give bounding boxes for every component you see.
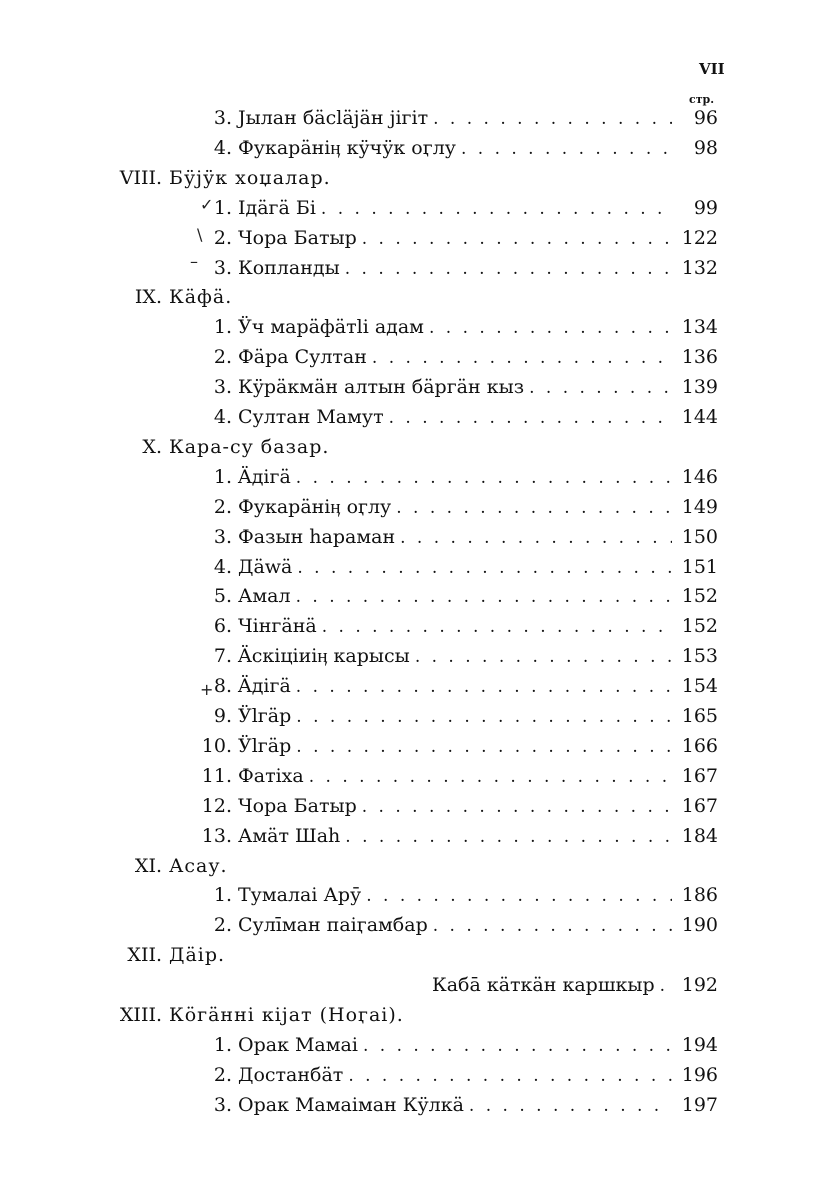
toc-entry <box>0 1090 718 1120</box>
entry-page: 166 <box>681 734 718 757</box>
toc-entry <box>0 821 718 851</box>
entry-page: 136 <box>681 346 718 369</box>
entry-page: 167 <box>681 764 718 787</box>
toc-entry <box>0 312 718 342</box>
dot-leader <box>296 702 672 732</box>
entry-title: Амäт Шаһ <box>238 824 341 847</box>
entry-title: Фатіха <box>238 764 304 787</box>
toc-entry <box>0 761 718 791</box>
entry-number: 3. <box>213 1093 232 1116</box>
dot-leader <box>660 971 672 1001</box>
entry-title: Фукарäніӊ кӱчӱк оӷлу <box>238 136 456 159</box>
dot-leader <box>348 1061 672 1091</box>
entry-page: 149 <box>681 495 718 518</box>
entry-number: 6. <box>213 615 232 638</box>
entry-title: Орак Мамаіман Кӱлкä <box>238 1093 464 1116</box>
toc-entry <box>0 103 718 133</box>
entry-number: 3. <box>213 376 232 399</box>
entry-page: 134 <box>681 316 718 339</box>
entry-page: 186 <box>681 884 718 907</box>
toc-section <box>0 432 720 462</box>
entry-number: 12. <box>201 794 232 817</box>
section-number: IX. <box>134 286 162 309</box>
toc-entry <box>0 372 718 402</box>
entry-title: Чора Батыр <box>238 794 357 817</box>
dot-leader <box>296 582 672 612</box>
pencil-dash-mark: – <box>190 252 198 271</box>
entry-number: 2. <box>213 346 232 369</box>
entry-number: 1. <box>213 196 232 219</box>
page-column-label: стр. <box>689 93 715 106</box>
dot-leader <box>296 672 672 702</box>
toc-entry <box>0 1030 718 1060</box>
entry-number: 1. <box>213 884 232 907</box>
entry-title: Кӱрäкмäн алтын бäргäн кыз <box>238 376 525 399</box>
pencil-plus-mark: + <box>200 680 214 699</box>
section-title: Кäфä. <box>169 286 233 309</box>
entry-page: 154 <box>681 675 718 698</box>
dot-leader <box>429 313 672 343</box>
section-number: XII. <box>127 944 162 967</box>
dot-leader <box>297 553 672 583</box>
toc-entry <box>0 253 718 283</box>
entry-number: 10. <box>201 734 232 757</box>
entry-page: 167 <box>681 794 718 817</box>
pencil-check-mark: \ <box>197 225 203 244</box>
toc-entry <box>0 910 718 940</box>
entry-number: 4. <box>213 136 232 159</box>
entry-page: 184 <box>681 824 718 847</box>
toc-section <box>0 282 720 312</box>
toc-entry <box>0 671 718 701</box>
section-number: VIII. <box>119 166 162 189</box>
dot-leader <box>345 822 672 852</box>
toc-entry <box>0 970 718 1000</box>
dot-leader <box>461 134 672 164</box>
section-title: Асау. <box>169 854 228 877</box>
entry-title: Чора Батыр <box>238 226 357 249</box>
entry-page: 152 <box>681 615 718 638</box>
pencil-check-mark: ✓ <box>200 195 214 214</box>
entry-page: 132 <box>681 256 718 279</box>
dot-leader <box>400 523 672 553</box>
entry-number: 2. <box>213 1063 232 1086</box>
toc-entry <box>0 552 718 582</box>
entry-title: Ӱlгäр <box>238 705 292 727</box>
entry-page: 139 <box>681 376 718 399</box>
entry-number: 8. <box>213 675 232 698</box>
entry-page: 197 <box>681 1093 718 1116</box>
entry-title: Фазын һараман <box>238 525 396 548</box>
section-title: Кара-су базар. <box>169 435 330 458</box>
entry-number: 2. <box>213 226 232 249</box>
entry-number: 4. <box>213 555 232 578</box>
toc-entry <box>0 193 718 223</box>
dot-leader <box>345 254 672 284</box>
entry-page: 196 <box>681 1063 718 1086</box>
section-title: Дäір. <box>169 944 226 967</box>
toc-entry <box>0 581 718 611</box>
toc-entry <box>0 402 718 432</box>
section-title: Кöгäнні кіјат (Ноӷаі). <box>169 1004 404 1026</box>
dot-leader <box>321 194 672 224</box>
dot-leader <box>362 224 672 254</box>
section-number: XIII. <box>119 1004 162 1026</box>
entry-title: Кабā кäткäн каршкыр <box>432 974 655 997</box>
toc-entry <box>0 791 718 821</box>
dot-leader <box>296 463 672 493</box>
dot-leader <box>372 343 672 373</box>
toc-entry <box>0 522 718 552</box>
dot-leader <box>396 493 672 523</box>
section-number: XI. <box>134 854 162 877</box>
entry-number: 2. <box>213 914 232 937</box>
toc-entry <box>0 342 718 372</box>
toc-entry <box>0 701 718 731</box>
dot-leader <box>529 373 672 403</box>
entry-title: Ӱlгäр <box>238 734 292 757</box>
dot-leader <box>296 732 672 762</box>
dot-leader <box>309 762 672 792</box>
entry-number: 9. <box>213 705 232 727</box>
entry-number: 5. <box>213 585 232 608</box>
entry-page: 153 <box>681 645 718 668</box>
entry-title: Амал <box>238 585 291 608</box>
toc-entry <box>0 731 718 761</box>
entry-title: Орак Мамаі <box>238 1033 358 1056</box>
entry-page: 150 <box>681 525 718 548</box>
dot-leader <box>415 642 672 672</box>
entry-title: Дäwä <box>238 555 293 578</box>
entry-title: Фäра Султан <box>238 346 367 369</box>
entry-title: Ідäгä Бі <box>238 196 316 219</box>
entry-number: 1. <box>213 465 232 488</box>
entry-page: 99 <box>693 196 718 219</box>
entry-number: 1. <box>213 316 232 339</box>
entry-title: Јылан бäсläјäн jiгiт <box>238 107 429 129</box>
entry-number: 11. <box>201 764 232 787</box>
entry-number: 7. <box>213 645 232 668</box>
entry-page: 165 <box>681 705 718 727</box>
entry-page: 98 <box>693 136 718 159</box>
entry-title: Чінгäнä <box>238 615 317 638</box>
dot-leader <box>389 403 672 433</box>
entry-title: Äскіціиіӊ карысы <box>238 645 410 668</box>
section-number: X. <box>142 435 162 458</box>
entry-page: 146 <box>681 465 718 488</box>
toc-section <box>0 851 720 881</box>
entry-page: 151 <box>681 555 718 578</box>
toc-entry <box>0 880 718 910</box>
page-number: VII <box>699 60 725 78</box>
entry-number: 1. <box>213 1033 232 1056</box>
toc-section <box>0 1000 720 1030</box>
entry-number: 3. <box>213 525 232 548</box>
entry-title: Фукарäніӊ оӷлу <box>238 495 392 518</box>
toc-entry <box>0 133 718 163</box>
entry-number: 13. <box>201 824 232 847</box>
entry-page: 192 <box>681 974 718 997</box>
toc-entry <box>0 223 718 253</box>
toc-entry <box>0 492 718 522</box>
toc-entry <box>0 611 718 641</box>
dot-leader <box>322 612 672 642</box>
entry-number: 4. <box>213 406 232 428</box>
toc-section <box>0 940 720 970</box>
toc-entry <box>0 462 718 492</box>
entry-title: Äдігä <box>238 675 291 698</box>
entry-number: 3. <box>213 107 232 129</box>
entry-page: 152 <box>681 585 718 608</box>
toc-entry <box>0 641 718 671</box>
dot-leader <box>363 1031 672 1061</box>
entry-title: Сулīман паіӷамбар <box>238 914 428 937</box>
entry-title: Султан Мамут <box>238 406 384 428</box>
dot-leader <box>366 881 672 911</box>
entry-page: 122 <box>681 226 718 249</box>
toc-entry <box>0 1060 718 1090</box>
entry-page: 194 <box>681 1033 718 1056</box>
dot-leader <box>362 792 672 822</box>
entry-title: Копланды <box>238 256 340 279</box>
entry-page: 190 <box>681 914 718 937</box>
entry-number: 3. <box>213 256 232 279</box>
entry-page: 144 <box>681 406 718 428</box>
entry-number: 2. <box>213 495 232 518</box>
section-title: Бӱјӱк хоџалар. <box>169 166 331 189</box>
entry-title: Ӱч марäфäтlі адам <box>238 316 424 339</box>
dot-leader <box>469 1091 672 1121</box>
dot-leader <box>433 911 672 941</box>
entry-title: Äдігä <box>238 465 291 488</box>
entry-title: Тумалаі Арӯ <box>238 884 362 907</box>
entry-page: 96 <box>693 107 718 129</box>
dot-leader <box>433 104 672 134</box>
toc-section <box>0 163 720 193</box>
entry-title: Достанбäт <box>238 1063 344 1086</box>
